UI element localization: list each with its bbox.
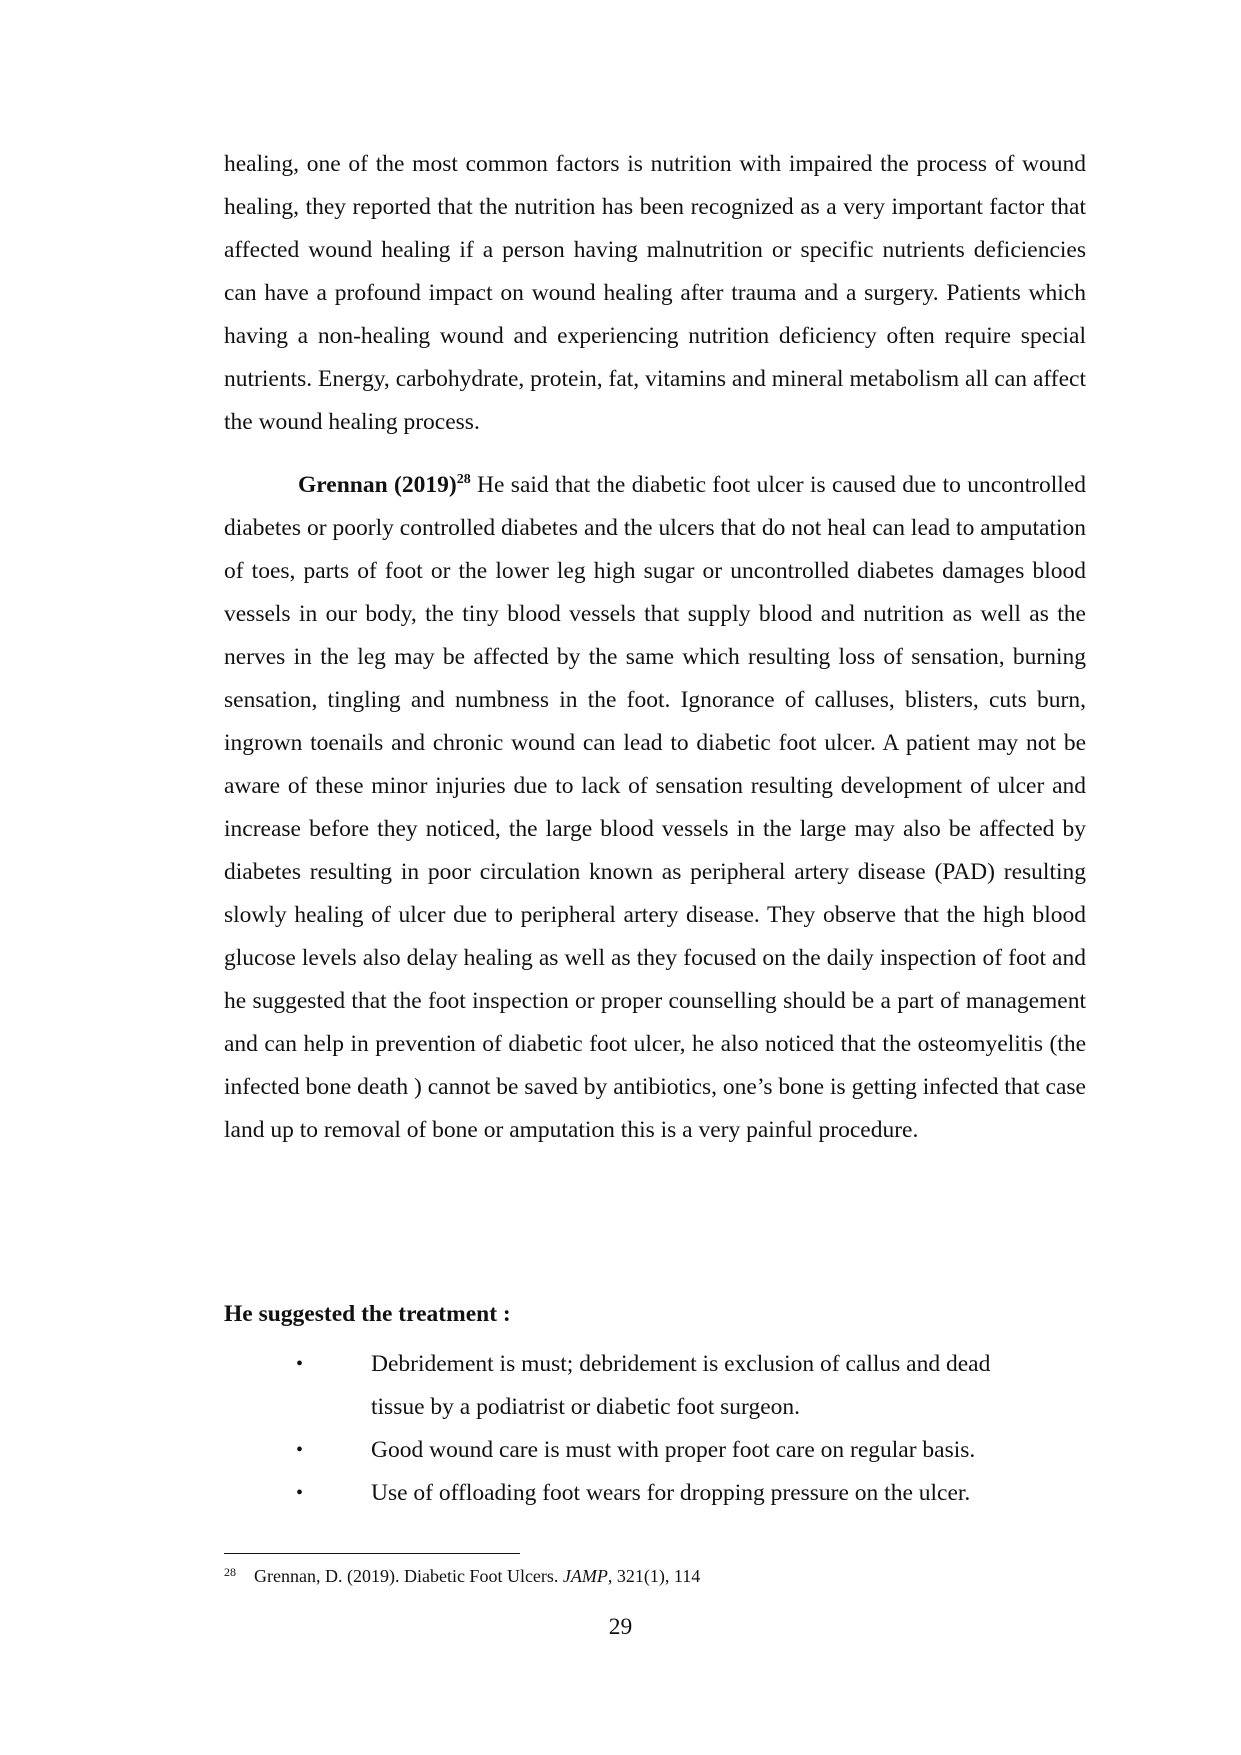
- list-item: [224, 1472, 1086, 1515]
- list-item-text: Debridement is must; debridement is exclusion of callus and dead tissue by a podiatrist or diabetic foot surgeon.: [371, 1351, 991, 1420]
- footnote-volume: , 321(1), 114: [607, 1566, 701, 1586]
- list-item-text: Use of offloading foot wears for dropping pressure on the ulcer.: [371, 1480, 971, 1506]
- footnote-number: 28: [224, 1565, 236, 1579]
- bullet-icon: •: [296, 1353, 304, 1375]
- list-item: [224, 1343, 1086, 1429]
- list-item-text: Good wound care is must with proper foot care on regular basis.: [371, 1437, 976, 1463]
- body-paragraph-grennan: [224, 464, 1086, 1152]
- treatment-heading: He suggested the treatment :: [224, 1301, 511, 1327]
- paragraph-body-text: He said that the diabetic foot ulcer is caused due to uncontrolled diabetes or poorly controlled diabetes and the ulcers that do not heal can lead to amputation of toes, parts of foot or the lower leg high sugar or uncontrolled diabetes damages blood vessels in our body, the tiny blood vessels that supply blood and nutrition as well as the nerves in the leg may be affected by the same which resulting loss of sensation, burning sensation, tingling and numbness in the foot. Ignorance of calluses, blisters, cuts burn, ingrown toenails and chronic wound can lead to diabetic foot ulcer. A patient may not be aware of these minor injuries due to lack of sensation resulting development of ulcer and increase before they noticed, the large blood vessels in the large may also be affected by diabetes resulting in poor circulation known as peripheral artery disease (PAD) resulting slowly healing of ulcer due to peripheral artery disease. They observe that the high blood glucose levels also delay healing as well as they focused on the daily inspection of foot and he suggested that the foot inspection or proper counselling should be a part of management and can help in prevention of diabetic foot ulcer, he also noticed that the osteomyelitis (the infected bone death ) cannot be saved by antibiotics, one’s bone is getting infected that case land up to removal of bone or amputation this is a very painful procedure.: [224, 472, 1086, 1143]
- footnote-citation: [254, 1566, 700, 1586]
- footnote-journal: JAMP: [562, 1566, 608, 1586]
- bullet-icon: •: [296, 1482, 304, 1504]
- footnote-text: Grennan, D. (2019). Diabetic Foot Ulcers.: [254, 1566, 563, 1586]
- body-paragraph-nutrition: healing, one of the most common factors is nutrition with impaired the process of wound healing, they reported that the nutrition has been recognized as a very important factor that affected wound healing if a person having malnutrition or specific nutrients deficiencies can have a profound impact on wound healing after trauma and a surgery. Patients which having a non-healing wound and experiencing nutrition deficiency often require special nutrients. Energy, carbohydrate, protein, fat, vitamins and mineral metabolism all can affect the wound healing process.: [224, 151, 1086, 435]
- list-item: [224, 1429, 1086, 1472]
- bullet-icon: •: [296, 1439, 304, 1461]
- footnote: [224, 1564, 700, 1588]
- footnote-reference: 28: [456, 472, 471, 487]
- page-number: 29: [608, 1614, 633, 1640]
- treatment-list: [224, 1343, 1086, 1515]
- footnote-divider: [224, 1553, 520, 1554]
- citation-author: Grennan (2019): [298, 472, 457, 498]
